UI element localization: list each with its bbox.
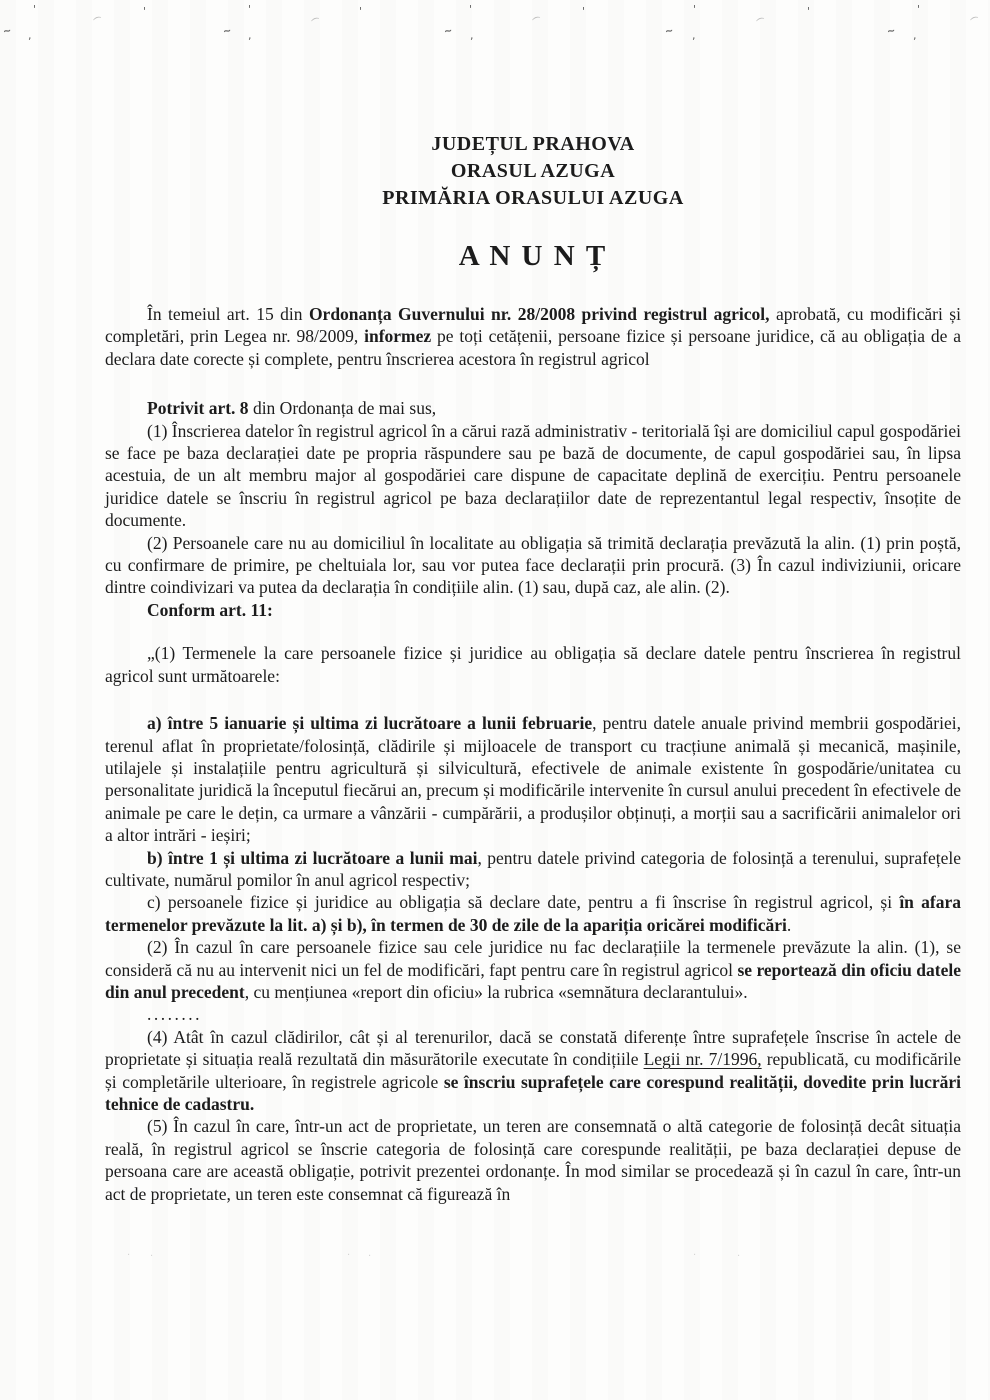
scan-speck: ,: [470, 29, 474, 42]
text-run: b) între 1 și ultima zi lucrătoare a lunii mai: [147, 847, 478, 868]
scan-speck: ': [359, 5, 363, 18]
paragraph-lit-b: [105, 847, 961, 892]
text-run: aprobată, cu modificări și completări, prin Legea nr. 98/2009,: [105, 304, 961, 347]
header-county-line: JUDEȚUL PRAHOVA: [431, 133, 635, 155]
paragraph-alin-2-report: [105, 936, 961, 1003]
document-body: [105, 303, 961, 1205]
scan-speck: ~: [886, 25, 897, 38]
scan-speck: ~: [222, 25, 233, 38]
scan-speck: (: [90, 14, 102, 22]
text-run: republicată, cu modificările și completările ulterioare, în registrele agricole: [105, 1049, 961, 1092]
text-run: (2) Persoanele care nu au domiciliul în localitate au obligația să trimită declarația prevăzută la alin. (1) prin poștă, cu confirmare de primire, pe cheltuiala lor, sau vor putea face declarații prin procură. (3) În cazul indiviziunii, oricare dintre coindivizari va putea da declarația în condițiile alin. (1) sau, după caz, ale alin. (2).: [105, 532, 961, 598]
scan-speck: ~: [2, 25, 13, 38]
document-content: [105, 131, 961, 1205]
text-run: c) persoanele fizice și juridice au obligația să declare date, pentru a fi înscrise în registrul agricol, și: [147, 892, 900, 913]
text-run: În temeiul art. 15 din: [147, 304, 309, 324]
scan-speck: ': [143, 5, 147, 18]
scan-speck: .: [150, 1248, 154, 1259]
scan-speck: ': [33, 3, 37, 16]
paragraph-lit-a: [105, 712, 961, 846]
text-run: informez: [364, 326, 432, 347]
text-run: Conform art. 11:: [147, 599, 273, 620]
scan-speck: ': [248, 3, 252, 16]
scan-speck: .: [737, 1248, 741, 1259]
scan-speck: ': [693, 3, 697, 16]
text-run: , cu mențiunea «report din oficiu» la rubrica «semnătura declarantului».: [244, 981, 748, 1002]
text-run: (2) În cazul în care persoanele fizice sau cele juridice nu fac declarațiile la termenele prevăzute la alin. (1), se consideră că nu au intervenit nici un fel de modificări, fapt pentru care în registrul agricol: [105, 937, 961, 980]
scan-speck: ': [469, 3, 473, 16]
scan-speck: ': [807, 5, 811, 18]
paragraph-lit-c: [105, 891, 961, 936]
scan-speck: ,: [248, 29, 252, 42]
paragraph-alin-4: [105, 1026, 961, 1116]
scan-speck: .: [693, 1247, 697, 1258]
text-run: .: [786, 914, 792, 935]
paragraph-art8-alin-2-3: [105, 532, 961, 599]
scan-speck: (: [308, 15, 320, 23]
scan-speck: (: [529, 14, 541, 22]
text-run: , pentru datele privind categoria de folosință a terenului, suprafețele cultivate, numărul pomilor în anul agricol respectiv;: [105, 847, 961, 890]
paragraph-ellipsis: [105, 1003, 961, 1025]
scan-speck: .: [347, 1247, 351, 1258]
paragraph-conform-art-11: [105, 599, 961, 621]
scan-speck: ,: [28, 29, 32, 42]
text-run: „(1) Termenele la care persoanele fizice și juridice au obligația să declare datele pentru înscrierea în registrul agricol sunt următoarele:: [105, 643, 961, 686]
header-town-line: ORASUL AZUGA: [450, 160, 616, 182]
scan-speck: (: [753, 15, 765, 23]
scan-speck: ': [917, 3, 921, 16]
scan-speck: .: [127, 1247, 131, 1258]
text-run: , pentru datele anuale privind membrii gospodăriei, terenul aflat în proprietate/folosință, clădirile și mijloacele de transport cu tracțiune animală și mecanică, mașinile, utilajele și instalațiile pentru agricultură și silvicultură, efectivele de animale existente în gospodărie/unitatea cu personalitate juridică la începutul fiecărui an, precum și modificările intervenite în cursul anului precedent în efectivele de animale pe care le dețin, ca urmare a vânzării - cumpărării, a produșilor obținuți, a morții sau a sacrificării animalelor ori a altor intrări - ieșiri;: [105, 713, 962, 846]
text-run: Legii nr. 7/1996,: [643, 1049, 762, 1070]
scan-speck: (: [967, 14, 979, 22]
text-run: (1) Înscrierea datelor în registrul agricol în a cărui rază administrativ - teritorială își are domiciliul capul gospodăriei se face pe baza declarației date pe propria răspundere sau pe bază de documente, de capul gospodăriei sau, în lipsa acestuia, de un alt membru major al gospodăriei care dispune de capacitate deplină de exercițiu. Pentru persoanele juridice datele se înscriu în registrul agricol pe baza declarațiilor date de reprezentantul legal respectiv, însoțite de documente.: [105, 420, 961, 531]
text-run: Potrivit art. 8: [147, 398, 249, 419]
paragraph-alin-5: [105, 1115, 961, 1205]
text-run: ........: [147, 1004, 202, 1025]
scan-speck: ': [582, 5, 586, 18]
paragraph-art8-alin-1: [105, 420, 961, 532]
paragraph-termene-intro: [105, 642, 961, 687]
paragraph-potrivit-art-8: [105, 397, 961, 419]
header-townhall-line: PRIMĂRIA ORASULUI AZUGA: [382, 187, 684, 209]
text-run: a) între 5 ianuarie și ultima zi lucrătoare a lunii februarie: [147, 713, 593, 734]
document-header: [105, 131, 961, 212]
text-run: din Ordonanța de mai sus,: [248, 398, 437, 419]
scan-speck: ~: [443, 25, 454, 38]
text-run: Ordonanța Guvernului nr. 28/2008 privind registrul agricol,: [308, 304, 770, 324]
text-run: (5) În cazul în care, într-un act de proprietate, un teren are consemnată o altă categorie de folosință decât situația reală, în registrul agricol se înscrie categoria de folosință care corespunde realității, pe baza declarației depuse de persoana care are această obligație, potrivit prezentei ordonanțe. În mod similar se procedează și în cazul în care, într-un act de proprietate, un teren este consemnat că figurează în: [105, 1116, 961, 1204]
scan-speck: ,: [913, 29, 917, 42]
paragraph-intro: [105, 303, 961, 370]
text-run: (4) Atât în cazul clădirilor, cât și al terenurilor, dacă se constată diferențe între suprafețele înscrise în actele de proprietate și situația reală rezultată din măsurătorile executate în condițiile: [105, 1026, 961, 1070]
text-run: în afara termenelor prevăzute la lit. a) și b), în termen de 30 de zile de la apariția oricărei modificări: [105, 892, 961, 935]
text-run: se înscriu suprafețele care corespund realității, dovedite prin lucrări tehnice de cadastru.: [105, 1071, 961, 1114]
scan-speck: ~: [664, 25, 675, 38]
document-title: A N U N Ț: [458, 240, 608, 272]
text-run: se reportează din oficiu datele din anul precedent: [105, 959, 961, 1002]
scan-speck: .: [368, 1248, 372, 1259]
text-run: pe toți cetățenii, persoane fizice și persoane juridice, că au obligația de a declara date corecte și complete, pentru înscrierea acestora în registrul agricol: [105, 326, 962, 369]
scan-speck: ,: [692, 29, 696, 42]
